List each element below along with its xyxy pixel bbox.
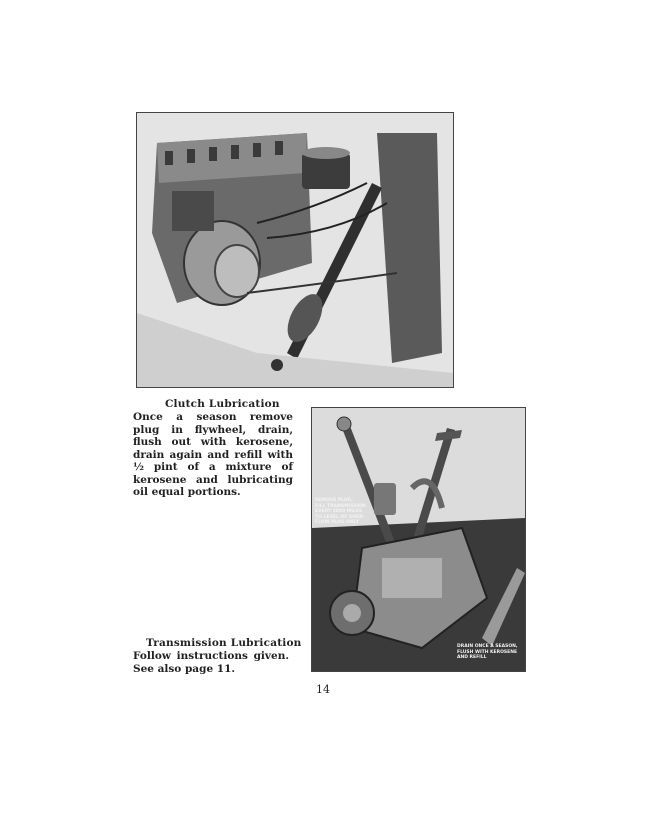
transmission-lubrication-text: Follow instructions given. See also page 11.: [133, 650, 289, 675]
transmission-lubrication-title: Transmission Lubrication: [146, 637, 302, 649]
transmission-illustration: [312, 408, 525, 671]
transmission-photo: [311, 407, 526, 672]
remove-plug-label: REMOVE PLUG, FILL TRANSMISSION EVERY 3000 MILES TO LEVEL OF OVER- FLOW PLUG ONLY: [315, 498, 366, 525]
drain-label: DRAIN ONCE A SEASON, FLUSH WITH KEROSENE AND REFILL: [457, 644, 518, 660]
engine-illustration: [137, 113, 453, 387]
page-number: 14: [316, 683, 330, 696]
clutch-photo: [136, 112, 454, 388]
clutch-lubrication-title: Clutch Lubrication: [165, 398, 280, 410]
clutch-lubrication-text: Once a season remove plug in flywheel, drain, flush out with kerosene, drain again and refill with ½ pint of a mixture of kerosene and lubricating oil equal portions.: [133, 411, 293, 498]
